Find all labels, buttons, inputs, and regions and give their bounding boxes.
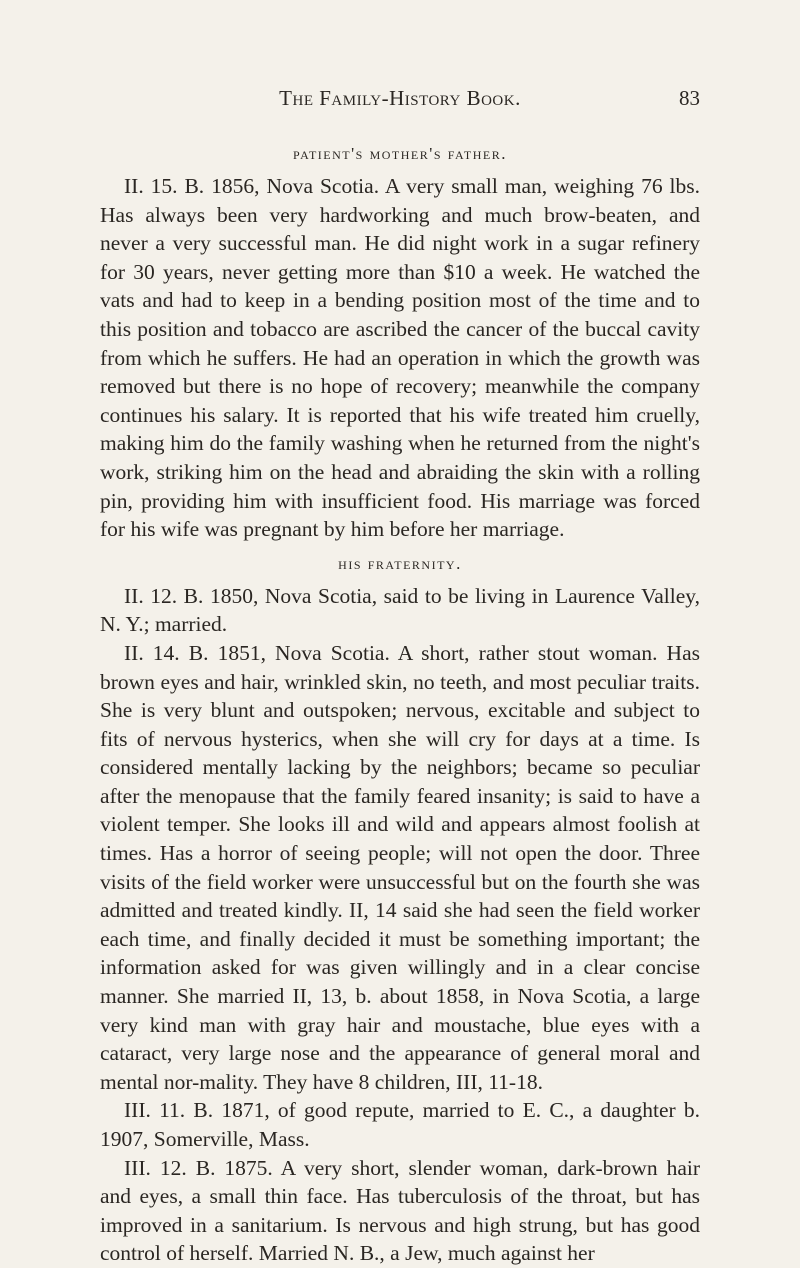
paragraph-ii-14: II. 14. B. 1851, Nova Scotia. A short, rather stout woman. Has brown eyes and hair, wrinkled skin, no teeth, and most peculiar traits. She is very blunt and outspoken; nervous, excitable and subject to fits of nervous hysterics, when she will cry for days at a time. Is considered mentally lacking by the neighbors; became so peculiar after the menopause that the family feared insanity; is said to have a violent temper. She looks ill and wild and appears almost foolish at times. Has a horror of seeing people; will not open the door. Three visits of the field worker were unsuccessful but on the fourth she was admitted and treated kindly. II, 14 said she had seen the field worker each time, and finally decided it must be something important; the information asked for was given willingly and in a clear concise manner. She married II, 13, b. about 1858, in Nova Scotia, a large very kind man with gray hair and moustache, blue eyes with a cataract, very large nose and the appearance of general moral and mental nor-mality. They have 8 children, III, 11-18.	[100, 640, 700, 1094]
paragraph-iii-12: III. 12. B. 1875. A very short, slender woman, dark-brown hair and eyes, a small thin face. Has tuberculosis of the throat, but has improved in a sanitarium. Is nervous and high strung, but has good control of herself. Married N. B., a Jew, much against her	[100, 1155, 700, 1266]
page-number: 83	[679, 86, 700, 110]
paragraph-ii-15: II. 15. B. 1856, Nova Scotia. A very small man, weighing 76 lbs. Has always been very hardworking and much brow-beaten, and never a very successful man. He did night work in a sugar refinery for 30 years, never getting more than $10 a week. He watched the vats and had to keep in a bending position most of the time and to this position and tobacco are ascribed the cancer of the buccal cavity from which he suffers. He had an operation in which the growth was removed but there is no hope of recovery; meanwhile the company continues his salary. It is reported that his wife treated him cruelly, making him do the family washing when he returned from the night's work, striking him on the head and abraiding the skin with a rolling pin, providing him with insufficient food. His marriage was forced for his wife was pregnant by him before her marriage.	[100, 174, 700, 542]
running-title: The Family-History Book.	[279, 86, 521, 110]
page-content	[100, 140, 700, 1268]
paragraph-ii-12: II. 12. B. 1850, Nova Scotia, said to be living in Laurence Valley, N. Y.; married.	[100, 583, 700, 637]
page-header	[100, 86, 700, 116]
paragraph-iii-11: III. 11. B. 1871, of good repute, married to E. C., a daughter b. 1907, Somerville, Mass.	[100, 1098, 700, 1151]
section-heading-fraternity: his fraternity.	[338, 553, 462, 573]
section-heading-mothers-father: patient's mother's father.	[293, 144, 507, 163]
